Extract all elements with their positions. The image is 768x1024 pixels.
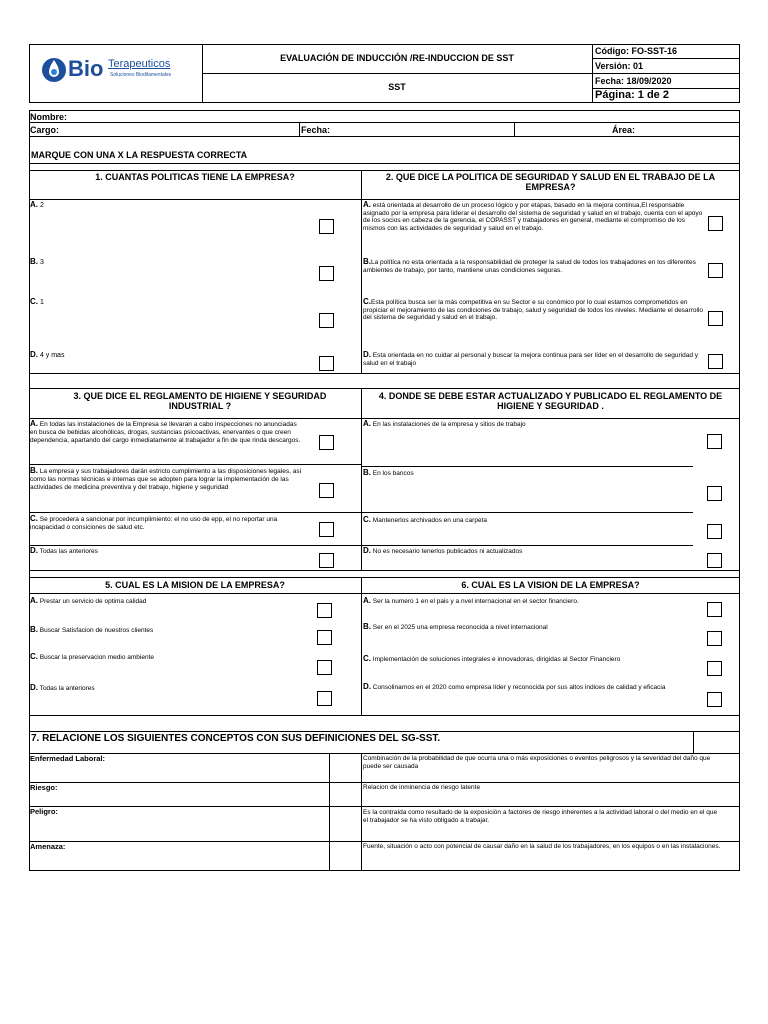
question-4-title: 4. DONDE SE DEBE ESTAR ACTUALIZADO Y PUBLICADO EL REGLAMENTO DE HIGIENE Y SEGURIDAD . bbox=[378, 391, 723, 411]
q6-option-a: A. Ser la numero 1 en el pais y a nvel internacional en el sector financiero. bbox=[363, 596, 579, 605]
definition-4: Fuente, situación o acto con potencial de causar daño en la salud de los trabajadores, en los equipos o en las instalaciones. bbox=[363, 843, 721, 850]
question-6-title: 6. CUAL ES LA VISION DE LA EMPRESA? bbox=[461, 580, 640, 590]
q1-option-c: C. 1 bbox=[30, 297, 44, 306]
position-label: Cargo: bbox=[30, 125, 59, 135]
q5-option-a-checkbox[interactable] bbox=[317, 603, 332, 618]
question-7-title: 7. RELACIONE LOS SIGUIENTES CONCEPTOS CON SUS DEFINICIONES DEL SG-SST. bbox=[31, 733, 441, 744]
q4-option-c-checkbox[interactable] bbox=[707, 524, 722, 539]
q1-option-c-checkbox[interactable] bbox=[319, 313, 334, 328]
name-label: Nombre: bbox=[30, 112, 68, 122]
question-5-title: 5. CUAL ES LA MISION DE LA EMPRESA? bbox=[105, 580, 285, 590]
q1-option-d-checkbox[interactable] bbox=[319, 356, 334, 371]
logo-tagline: Soluciones Biodilamentales bbox=[110, 72, 172, 78]
q5-option-b-checkbox[interactable] bbox=[317, 630, 332, 645]
question-3-title: 3. QUE DICE EL REGLAMENTO DE HIGIENE Y SEGURIDAD INDUSTRIAL ? bbox=[73, 391, 327, 411]
form-title: EVALUACIÓN DE INDUCCIÓN /RE-INDUCCION DE SST bbox=[280, 53, 514, 63]
term-enfermedad-laboral: Enfermedad Laboral: bbox=[30, 754, 106, 763]
q1-option-a-checkbox[interactable] bbox=[319, 219, 334, 234]
q6-option-d: D. Consolinarnos en el 2020 como empresa líder y reconocida por sus altos indices de calidad y eficacia bbox=[363, 682, 666, 691]
q2-option-d-checkbox[interactable] bbox=[708, 354, 723, 369]
q2-option-d: D. Esta orientada en no cuidar al personal y buscar la mejora continua para ser líder en el desarrollo de seguridad y salud en el trabajo bbox=[363, 350, 698, 367]
definition-3: Es la contraída como resultado de la exposición a factores de riesgo inherentes a la actividad laboral o del medio en el que el trabajador se ha visto obligado a trabajar. bbox=[363, 809, 718, 824]
instruction-text: MARQUE CON UNA X LA RESPUESTA CORRECTA bbox=[31, 150, 248, 160]
q3-option-d: D. Todas las anteriores bbox=[30, 546, 98, 555]
q6-option-c-checkbox[interactable] bbox=[707, 661, 722, 676]
q3-option-a: A. En todas las instalaciones de la Empresa se llevaran a cabo inspecciones no anunciadas en busca de bebidas alcohólicas, drogas, sustancias psicoactivas, enervantes o que creen dependencia, apartando del cargo inmediatamente al trabajador a fin de que rinda descargos. bbox=[30, 419, 301, 444]
q5-option-a: A. Prestar un servicio de optima calidad bbox=[30, 596, 147, 605]
q2-option-a-checkbox[interactable] bbox=[708, 216, 723, 231]
q1-option-d: D. 4 y mas bbox=[30, 350, 65, 359]
q2-option-a: A. está orientada al desarrollo de un proceso lógico y por etapas, basado en la mejora continua,El responsable asignado por la empresa para liderar el desarrollo del sistema de seguridad y salud en el trabajo, cuenta con el apoyo de los socios en cabeza de la gerencia, el COPASST y trabajadores en general, mediante el compromiso de los mismos con las actividades de seguridad y salud en el trabajo. bbox=[363, 200, 703, 232]
q2-option-b-checkbox[interactable] bbox=[708, 263, 723, 278]
question-2-title: 2. QUE DICE LA POLITICA DE SEGURIDAD Y SALUD EN EL TRABAJO DE LA EMPRESA? bbox=[385, 172, 716, 192]
page-number: Página: 1 de 2 bbox=[595, 89, 669, 101]
q4-option-a: A. En las instalaciones de la empresa y sitios de trabajo bbox=[363, 419, 526, 428]
q2-option-b: B.La política no esta orientada a la responsabilidad de proteger la salud de todos los trabajadores en los diferentes ambientes de trabajo, por tanto, mantiene unas condiciones seguras. bbox=[363, 257, 696, 274]
form-subtitle: SST bbox=[388, 82, 406, 92]
q1-option-b-checkbox[interactable] bbox=[319, 266, 334, 281]
logo-subtext: Terapeuticos bbox=[108, 58, 171, 70]
term-peligro: Peligro: bbox=[30, 807, 58, 816]
q3-option-b-checkbox[interactable] bbox=[319, 483, 334, 498]
document-version: Versión: 01 bbox=[595, 61, 644, 71]
company-logo bbox=[40, 54, 190, 86]
q3-option-a-checkbox[interactable] bbox=[319, 435, 334, 450]
term-amenaza: Amenaza: bbox=[30, 842, 66, 851]
q6-option-a-checkbox[interactable] bbox=[707, 602, 722, 617]
q4-option-b-checkbox[interactable] bbox=[707, 486, 722, 501]
q5-option-c: C. Buscar la preservacion medio ambiente bbox=[30, 652, 154, 661]
q6-option-b: B. Ser en el 2025 una empresa reconocida a nivel internacional bbox=[363, 622, 548, 631]
q2-option-c-checkbox[interactable] bbox=[708, 311, 723, 326]
logo-text: Bio bbox=[68, 56, 104, 81]
q4-option-d-checkbox[interactable] bbox=[707, 553, 722, 568]
q4-option-c: C. Mantenerlos archivados en una carpeta bbox=[363, 515, 487, 524]
date-label: Fecha: bbox=[301, 125, 331, 135]
area-label: Área: bbox=[612, 125, 636, 135]
q3-option-b: B. La empresa y sus trabajadores darán estricto cumplimiento a las disposiciones legales, así como las normas técnicas e internas que se adopten para lograr la implementación de las actividades de medicina preventiva y del trabajo, higiene y seguridad bbox=[30, 466, 302, 491]
term-riesgo: Riesgo: bbox=[30, 783, 58, 792]
drop-logo-icon bbox=[40, 54, 68, 84]
q5-option-d: D. Todas la anteriores bbox=[30, 683, 95, 692]
document-code: Código: FO-SST-16 bbox=[595, 46, 677, 56]
q3-option-c-checkbox[interactable] bbox=[319, 522, 334, 537]
q4-option-d: D. No es necesario tenerlos publicados ni actualizados bbox=[363, 546, 523, 555]
q1-option-b: B. 3 bbox=[30, 257, 44, 266]
q5-option-d-checkbox[interactable] bbox=[317, 691, 332, 706]
q4-option-a-checkbox[interactable] bbox=[707, 434, 722, 449]
q2-option-c: C.Esta política busca ser la más competitiva en su Sector e su conómico por lo cual estamos comprometidos en propiciar el mejoramiento de las condiciones de trabajo, salud y seguridad de todos los niveles. Mediante el desarrollo del sistema de seguridad y salud en el trabajo. bbox=[363, 297, 703, 322]
definition-2: Relacion de inminencia de riesgo latente bbox=[363, 784, 481, 791]
q5-option-c-checkbox[interactable] bbox=[317, 660, 332, 675]
q6-option-b-checkbox[interactable] bbox=[707, 631, 722, 646]
q5-option-b: B. Buscar Satisfacion de nuestros clientes bbox=[30, 625, 154, 634]
q6-option-d-checkbox[interactable] bbox=[707, 692, 722, 707]
q3-option-d-checkbox[interactable] bbox=[319, 553, 334, 568]
q1-option-a: A. 2 bbox=[30, 200, 44, 209]
question-1-title: 1. CUANTAS POLITICAS TIENE LA EMPRESA? bbox=[95, 172, 295, 182]
definition-1: Combinación de la probabilidad de que ocurra una o más exposiciones o eventos peligrosos y la severidad del daño que puede ser causada bbox=[363, 755, 711, 770]
document-date: Fecha: 18/09/2020 bbox=[595, 76, 672, 86]
q3-option-c: C. Se procedera a sancionar por incumplimiento: el no uso de epp, el no reportar una incapacidad o consiciones de salud etc. bbox=[30, 514, 278, 531]
q6-option-c: C. Implementación de soluciones integrales e innovadoras, dirigidas al Sector Financiero bbox=[363, 654, 621, 663]
q4-option-b: B. En los bancos bbox=[363, 468, 414, 477]
